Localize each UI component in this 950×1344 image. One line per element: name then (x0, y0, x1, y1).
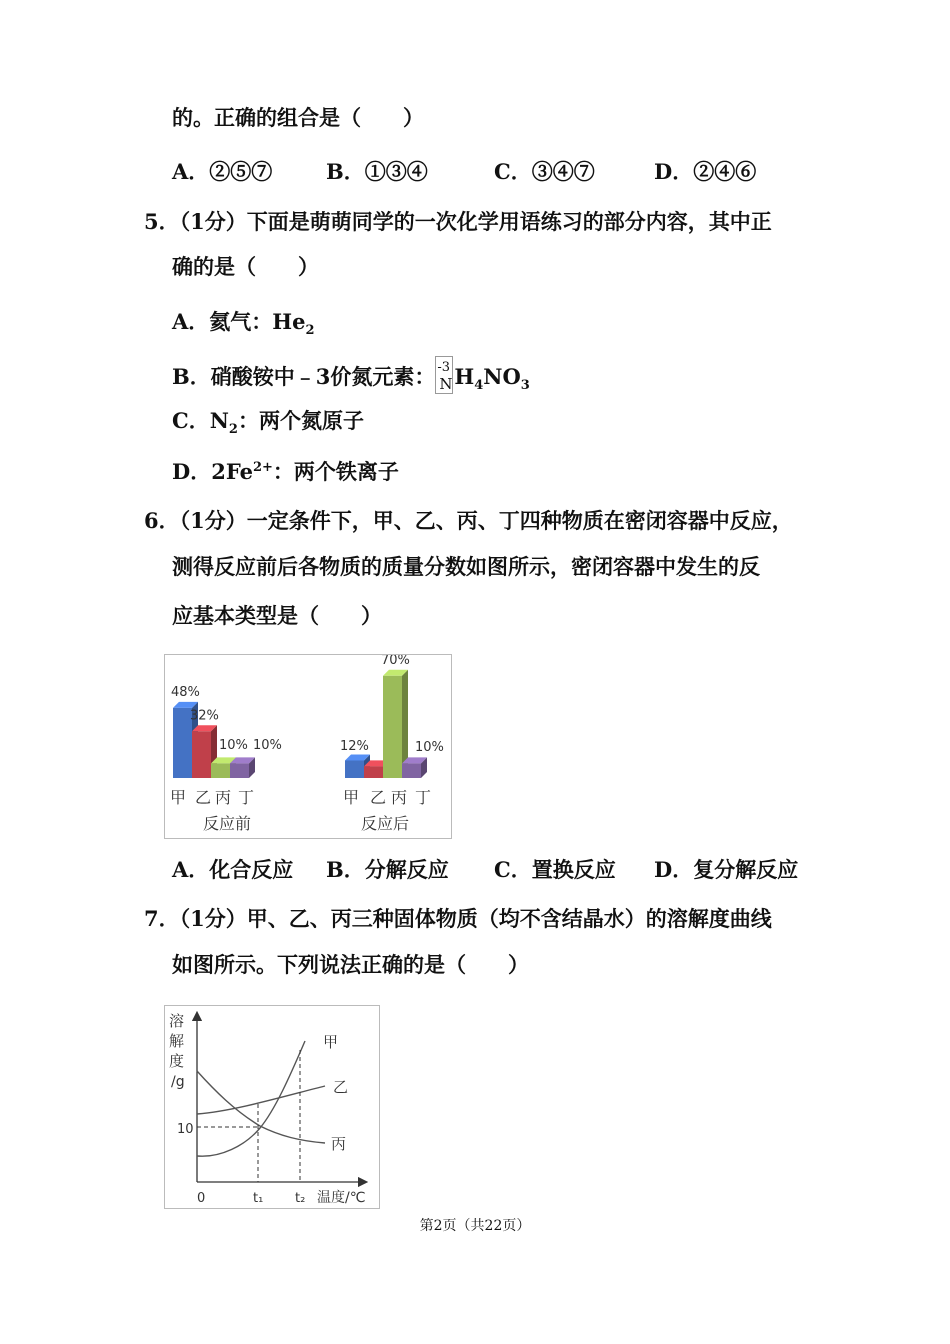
bar (230, 763, 249, 778)
y-axis-label-2: 解 (169, 1032, 185, 1050)
bar-value-label: 10% (219, 738, 248, 753)
q6-stem-line1: 6．（1分）一定条件下，甲、乙、丙、丁四种物质在密闭容器中反应， (144, 508, 793, 533)
origin-label: 0 (197, 1191, 206, 1206)
bar-value-label: 12% (340, 739, 369, 754)
curve-bing (197, 1071, 325, 1143)
label-yi: 乙 (333, 1078, 349, 1096)
q6-options (172, 855, 822, 885)
q5-option-b: B．硝酸铵中﹣3价氮元素： -3 N $H_4NO_3$ (172, 356, 530, 401)
category-label: 乙 (195, 788, 212, 807)
q7-stem-line1: 7．（1分）甲、乙、丙三种固体物质（均不含结晶水）的溶解度曲线 (144, 906, 772, 931)
x-axis-label: 温度/℃ (317, 1190, 366, 1206)
q7-solubility-chart (164, 1005, 380, 1209)
bar-value-label: 70% (381, 655, 410, 668)
bar-value-label: 10% (253, 738, 282, 753)
page-footer: 第2页（共22页） (419, 1218, 531, 1234)
bar (383, 676, 402, 778)
xtick-t2: t₂ (295, 1191, 306, 1206)
bar (364, 766, 383, 778)
y-axis-label-4: /g (171, 1074, 185, 1090)
bar-value-label: 48% (171, 684, 200, 700)
q5-stem-line2: 确的是（ ） (172, 254, 319, 279)
bar (211, 763, 230, 778)
bar (192, 731, 211, 778)
group-label: 反应前 (203, 814, 252, 833)
y-axis-label-1: 溶 (169, 1012, 185, 1030)
q6-option-a: A．化合反应 (172, 857, 294, 882)
category-label: 丁 (415, 788, 432, 807)
q6-option-c: C．置换反应 (494, 857, 616, 882)
valence-mark: -3 N (435, 356, 453, 394)
bar-chart-svg (165, 655, 451, 838)
category-label: 丁 (238, 788, 255, 807)
label-jia: 甲 (323, 1033, 339, 1051)
ytick-10: 10 (177, 1122, 194, 1137)
q5-option-c: C．$N_2$：两个氮原子 (172, 408, 364, 438)
bar (402, 763, 421, 778)
bar-value-label: 10% (415, 740, 444, 755)
q7-stem-line2: 如图所示。下列说法正确的是（ ） (172, 952, 529, 977)
q4-option-a: A．②⑤⑦ (172, 159, 273, 184)
q6-stem-line2: 测得反应前后各物质的质量分数如图所示，密闭容器中发生的反 (172, 554, 760, 579)
group-label: 反应后 (361, 814, 410, 833)
q4-options (172, 157, 822, 187)
solubility-chart-svg (165, 1006, 379, 1208)
y-axis-label-3: 度 (169, 1052, 185, 1070)
q6-option-b: B．分解反应 (326, 857, 449, 882)
category-label: 乙 (370, 788, 387, 807)
q6-bar-chart (164, 654, 452, 839)
category-label: 甲 (170, 788, 187, 807)
category-label: 甲 (343, 788, 360, 807)
q4-option-d: D．②④⑥ (654, 159, 757, 184)
q5-stem-line1: 5．（1分）下面是萌萌同学的一次化学用语练习的部分内容，其中正 (144, 209, 772, 234)
curve-jia (197, 1041, 305, 1156)
q4-option-c: C．③④⑦ (494, 159, 595, 184)
bar (345, 760, 364, 778)
category-label: 丙 (391, 788, 408, 807)
q6-option-d: D．复分解反应 (654, 857, 799, 882)
bar-value-label: 32% (190, 708, 219, 724)
q4-option-b: B．①③④ (326, 159, 428, 184)
category-label: 丙 (215, 788, 232, 807)
q5-option-d: D．$2Fe^{2+}$：两个铁离子 (172, 459, 399, 484)
q5-option-a: A．氦气：$He_2$ (172, 309, 315, 339)
q6-stem-line3: 应基本类型是（ ） (172, 603, 382, 628)
xtick-t1: t₁ (253, 1191, 264, 1206)
q4-stem-tail: 的。正确的组合是（ ） (172, 105, 424, 130)
label-bing: 丙 (331, 1135, 347, 1153)
